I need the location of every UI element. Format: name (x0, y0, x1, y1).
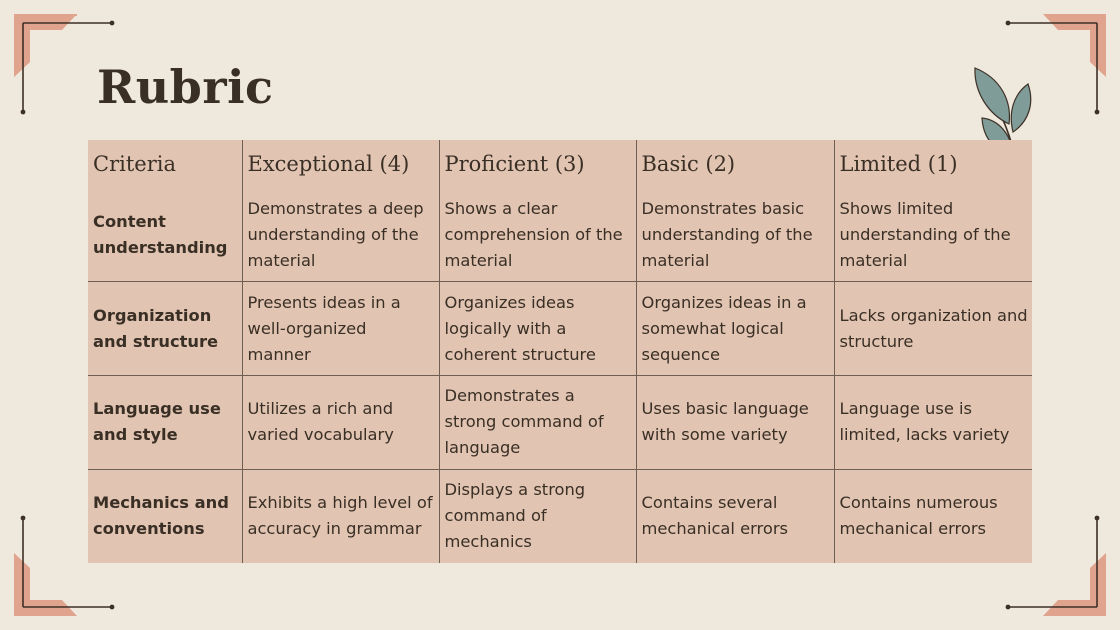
table-row (88, 188, 1032, 282)
header-basic: Basic (2) (636, 140, 834, 188)
table-cell: Demonstrates basic understanding of the material (636, 188, 834, 282)
row-criterion: Language use and style (88, 376, 242, 470)
table-cell: Demonstrates a deep understanding of the material (242, 188, 439, 282)
table-cell: Displays a strong command of mechanics (439, 469, 636, 563)
table-cell: Organizes ideas logically with a coherent structure (439, 282, 636, 376)
table-cell: Language use is limited, lacks variety (834, 376, 1032, 470)
table-cell: Utilizes a rich and varied vocabulary (242, 376, 439, 470)
header-exceptional: Exceptional (4) (242, 140, 439, 188)
table-cell: Uses basic language with some variety (636, 376, 834, 470)
header-limited: Limited (1) (834, 140, 1032, 188)
table-cell: Contains numerous mechanical errors (834, 469, 1032, 563)
table-cell: Demonstrates a strong command of language (439, 376, 636, 470)
table-cell: Organizes ideas in a somewhat logical sequence (636, 282, 834, 376)
table-cell: Exhibits a high level of accuracy in grammar (242, 469, 439, 563)
table-cell: Shows limited understanding of the material (834, 188, 1032, 282)
row-criterion: Content understanding (88, 188, 242, 282)
row-criterion: Mechanics and conventions (88, 469, 242, 563)
header-criteria: Criteria (88, 140, 242, 188)
slide-title: Rubric (97, 60, 274, 114)
table-cell: Presents ideas in a well-organized manner (242, 282, 439, 376)
table-cell: Lacks organization and structure (834, 282, 1032, 376)
table-row (88, 376, 1032, 470)
table-row (88, 469, 1032, 563)
table-cell: Contains several mechanical errors (636, 469, 834, 563)
table-header-row (88, 140, 1032, 188)
table-row (88, 282, 1032, 376)
rubric-table (88, 140, 1032, 563)
table-cell: Shows a clear comprehension of the material (439, 188, 636, 282)
header-proficient: Proficient (3) (439, 140, 636, 188)
row-criterion: Organization and structure (88, 282, 242, 376)
